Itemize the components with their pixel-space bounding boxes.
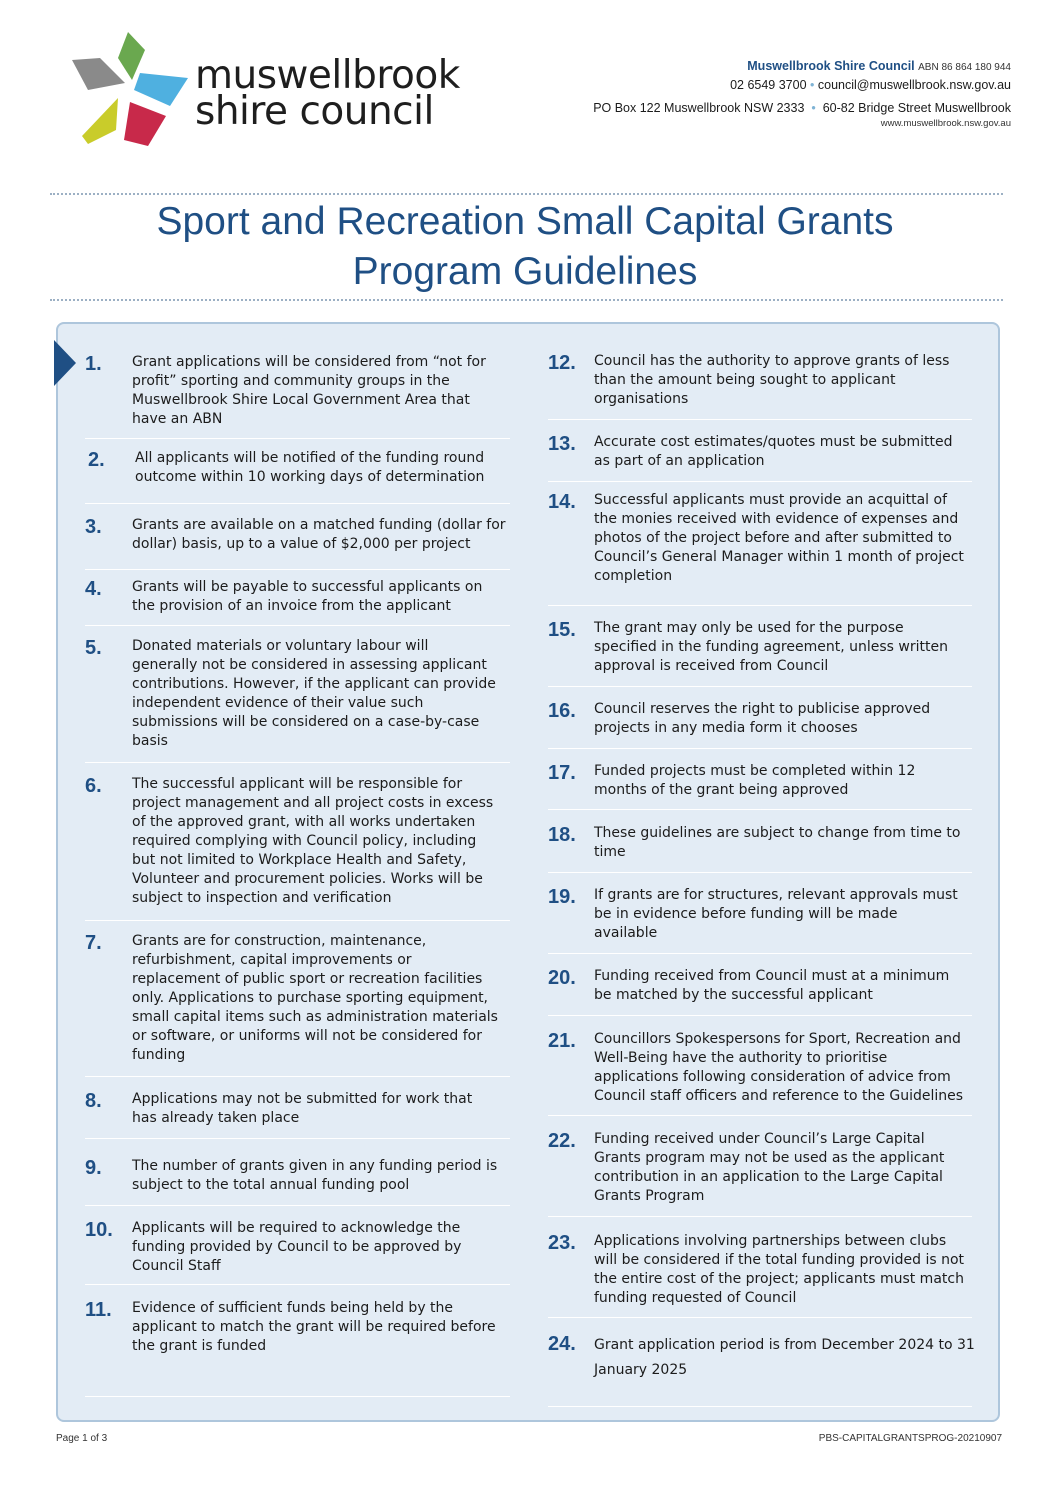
item-separator — [85, 1138, 510, 1139]
item-text: Evidence of sufficient funds being held by the applicant to match the grant will be required before the grant is funded — [132, 1300, 496, 1354]
page-title-line1: Sport and Recreation Small Capital Grants — [156, 200, 894, 243]
item-number: 5. — [85, 637, 102, 659]
separator-dot: • — [810, 78, 815, 92]
page-number: Page 1 of 3 — [56, 1433, 108, 1444]
item-separator — [85, 1284, 510, 1285]
item-number: 20. — [548, 967, 576, 989]
logo-petal-green — [118, 32, 145, 80]
item-number: 3. — [85, 516, 102, 538]
item-text: Applications involving partnerships between clubs will be considered if the total funding provided is not the entire cost of the project; applicants must match funding requested of Council — [594, 1233, 965, 1306]
item-separator — [548, 748, 972, 749]
item-text: All applicants will be notified of the funding round outcome within 10 working days of determination — [135, 450, 485, 485]
item-text: Grants are for construction, maintenance, refurbishment, capital improvements or replacement of public sport or recreation facilities only. Applications to purchase sporting equipment, small capital items such as administration materials or software, or uniforms will not be considered for funding — [132, 933, 498, 1063]
item-text: The number of grants given in any funding period is subject to the total annual funding pool — [132, 1158, 498, 1193]
item-separator — [548, 481, 972, 482]
item-separator — [548, 872, 972, 873]
item-separator — [85, 503, 510, 504]
divider-bottom — [50, 299, 1003, 301]
item-separator — [548, 953, 972, 954]
item-text: Applicants will be required to acknowledge the funding provided by Council to be approved by Council Staff — [132, 1220, 462, 1274]
document-code: PBS-CAPITALGRANTSPROG-20210907 — [818, 1433, 1002, 1444]
item-text: Council reserves the right to publicise approved projects in any media form it chooses — [594, 701, 931, 736]
item-number: 14. — [548, 491, 576, 513]
item-separator — [548, 1216, 972, 1217]
item-number: 21. — [548, 1030, 576, 1052]
item-number: 2. — [88, 449, 105, 471]
item-number: 15. — [548, 619, 576, 641]
item-text: The successful applicant will be responsible for project management and all project costs in excess of the approved grant, with all works undertaken required complying with Council policy, including but not limited to Workplace Health and Safety, Volunteer and procurement policies. Works will be subject to inspection and verification — [132, 776, 494, 906]
item-number: 6. — [85, 775, 102, 797]
item-separator — [548, 809, 972, 810]
item-separator — [85, 438, 510, 439]
item-separator — [85, 1076, 510, 1077]
panel-marker-arrow — [54, 340, 76, 386]
divider-top — [50, 193, 1003, 195]
abn: ABN 86 864 180 944 — [918, 62, 1011, 73]
wordmark-line1: muswellbrook — [195, 53, 460, 98]
item-text: Grant applications will be considered from “not for profit” sporting and community groups in the Muswellbrook Shire Local Government Area that have an ABN — [132, 354, 486, 427]
item-number: 10. — [85, 1219, 113, 1241]
item-text: Donated materials or voluntary labour will generally not be considered in assessing applicant contributions. However, if the applicant can provide independent evidence of their value such submissions will be considered on a case-by-case basis — [132, 638, 496, 749]
item-number: 8. — [85, 1090, 102, 1112]
council-logo-mark — [70, 28, 190, 152]
item-text: Councillors Spokespersons for Sport, Recreation and Well-Being have the authority to prioritise applications following consideration of advice from Council staff officers and reference to the Guidelines — [594, 1031, 964, 1104]
item-number: 23. — [548, 1232, 576, 1254]
item-separator — [548, 1115, 972, 1116]
item-separator — [85, 920, 510, 921]
item-text: These guidelines are subject to change from time to time — [594, 825, 961, 860]
item-number: 19. — [548, 886, 576, 908]
council-wordmark — [195, 53, 460, 134]
item-separator — [548, 1317, 972, 1318]
logo-petal-yellow — [82, 98, 118, 144]
phone: 02 6549 3700 — [730, 78, 807, 92]
item-separator — [85, 625, 510, 626]
logo-petal-red — [124, 102, 166, 146]
item-text: Grant application period is from December 2024 to 31 January 2025 — [594, 1337, 975, 1378]
item-number: 22. — [548, 1130, 576, 1152]
item-separator — [85, 1205, 510, 1206]
item-number: 13. — [548, 433, 576, 455]
item-text: Applications may not be submitted for work that has already taken place — [132, 1091, 473, 1126]
item-number: 7. — [85, 932, 102, 954]
item-text: If grants are for structures, relevant approvals must be in evidence before funding will be made available — [594, 887, 958, 941]
contact-block — [593, 58, 1011, 130]
item-text: The grant may only be used for the purpose specified in the funding agreement, unless written approval is received from Council — [594, 620, 948, 674]
email-link[interactable]: council@muswellbrook.nsw.gov.au — [817, 78, 1011, 92]
item-number: 17. — [548, 762, 576, 784]
item-separator — [548, 1015, 972, 1016]
item-number: 4. — [85, 578, 102, 600]
item-text: Grants will be payable to successful applicants on the provision of an invoice from the applicant — [132, 579, 483, 614]
item-number: 9. — [85, 1157, 102, 1179]
item-number: 24. — [548, 1333, 576, 1355]
item-text: Grants are available on a matched funding (dollar for dollar) basis, up to a value of $2,000 per project — [132, 517, 506, 552]
item-text: Council has the authority to approve grants of less than the amount being sought to applicant organisations — [594, 353, 950, 407]
item-separator — [85, 1396, 510, 1397]
item-number: 1. — [85, 353, 102, 375]
logo-petal-gray — [72, 58, 125, 90]
item-separator — [85, 569, 510, 570]
item-text: Funded projects must be completed within 12 months of the grant being approved — [594, 763, 916, 798]
org-name: Muswellbrook Shire Council — [747, 59, 915, 73]
item-separator — [548, 686, 972, 687]
street-address: 60-82 Bridge Street Muswellbrook — [822, 101, 1011, 115]
item-separator — [548, 605, 972, 606]
item-text: Successful applicants must provide an acquittal of the monies received with evidence of expenses and photos of the project before and after submitted to Council’s General Manager within 1 month of project completion — [594, 492, 964, 584]
separator-dot: • — [811, 101, 816, 115]
item-separator — [85, 762, 510, 763]
page-title-line2: Program Guidelines — [352, 250, 698, 293]
item-number: 18. — [548, 824, 576, 846]
wordmark-line2: shire council — [195, 89, 434, 134]
item-number: 11. — [85, 1299, 112, 1321]
item-separator — [548, 419, 972, 420]
item-text: Funding received under Council’s Large Capital Grants program may not be used as the applicant contribution in an application to the Large Capital Grants Program — [594, 1131, 945, 1204]
item-text: Accurate cost estimates/quotes must be submitted as part of an application — [594, 434, 953, 469]
logo-center — [122, 84, 134, 96]
item-number: 16. — [548, 700, 576, 722]
item-number: 12. — [548, 352, 576, 374]
item-text: Funding received from Council must at a minimum be matched by the successful applicant — [594, 968, 950, 1003]
logo-petal-blue — [134, 73, 188, 106]
website-link[interactable]: www.muswellbrook.nsw.gov.au — [880, 118, 1011, 129]
item-separator — [548, 1406, 972, 1407]
postal-address: PO Box 122 Muswellbrook NSW 2333 — [593, 101, 805, 115]
